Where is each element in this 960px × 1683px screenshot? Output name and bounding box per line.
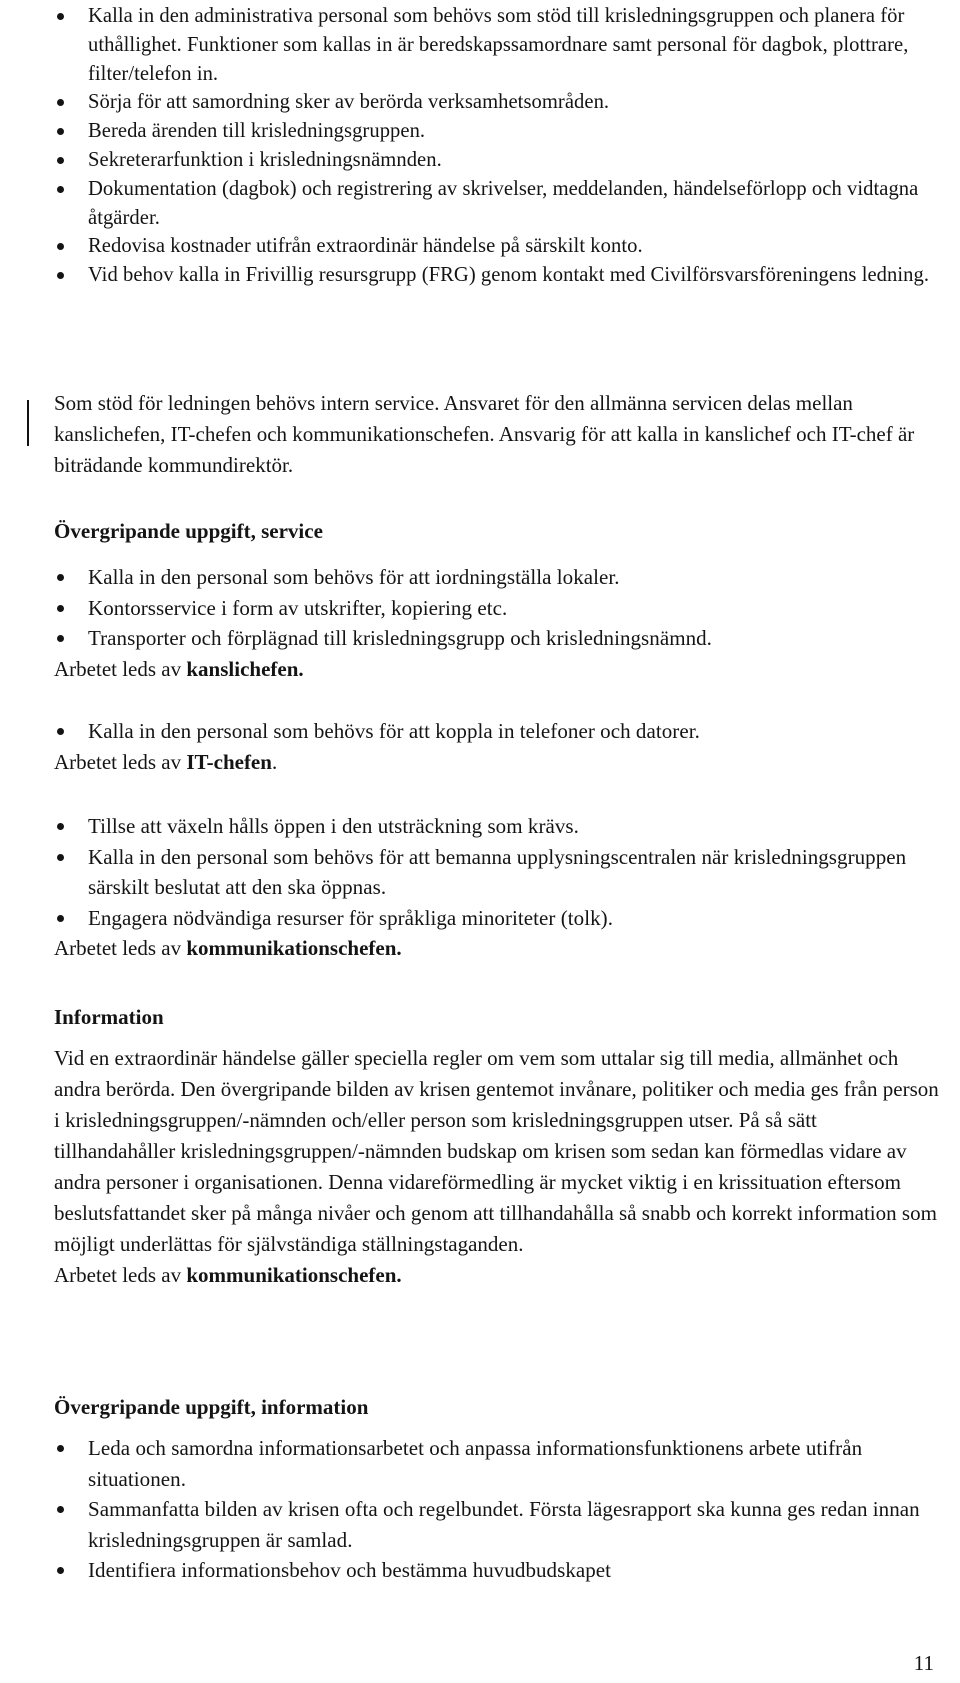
info-task-block [54,1433,940,1586]
list-item: Engagera nödvändiga resurser för språkliga minoriteter (tolk). [54,903,940,934]
list-item: Vid behov kalla in Frivillig resursgrupp (FRG) genom kontakt med Civilförsvarsföreningens ledning. [54,261,940,290]
info-task-heading-block [54,1392,940,1422]
list-item: Transporter och förplägnad till krisledningsgrupp och krisledningsnämnd. [54,623,940,654]
list-item: Sörja för att samordning sker av berörda verksamhetsområden. [54,88,940,117]
list-item: Kalla in den personal som behövs för att koppla in telefoner och datorer. [54,716,940,747]
service-group-2 [54,716,940,777]
list-item: Tillse att växeln hålls öppen i den utsträckning som krävs. [54,811,940,842]
info-section [54,1043,940,1290]
service-list-1 [54,562,940,654]
responsible-suffix: . [271,749,278,774]
list-item: Kalla in den personal som behövs för att bemanna upplysningscentralen när krisledningsgruppen särskilt beslutat att den ska öppnas. [54,842,940,903]
list-item: Kalla in den administrativa personal som behövs som stöd till krisledningsgruppen och planera för uthållighet. Funktioner som kallas in är beredskapssamordnare samt personal för dagbok, plottrare, filter/telefon in. [54,2,940,88]
top-bullet-block [54,2,940,290]
list-item: Sammanfatta bilden av krisen ofta och regelbundet. Första lägesrapport ska kunna ges redan innan krisledningsgruppen är samlad. [54,1494,940,1555]
responsible-line [54,1260,940,1290]
info-task-list [54,1433,940,1586]
responsible-prefix: Arbetet leds av [54,936,187,960]
responsible-prefix: Arbetet leds av [54,656,187,681]
list-item: Bereda ärenden till krisledningsgruppen. [54,117,940,146]
service-group-3 [54,811,940,963]
service-heading: Övergripande uppgift, service [54,519,323,543]
service-list-3 [54,811,940,933]
info-paragraph: Vid en extraordinär händelse gäller speciella regler om vem som uttalar sig till media, allmänhet och andra berörda. Den övergripande bilden av krisen gentemot invånare, politiker och media ges från person i krisledningsgruppen/-nämnden och/eller person som krisledningsgruppen utser. På så sätt tillhandahåller krisledningsgruppen/-nämnden budskap om krisen som sedan kan förmedlas vidare av andra personer i organisationen. Denna vidareförmedling är mycket viktig i en krissituation eftersom beslutsfattandet sker på många nivåer och genom att tillhandahålla så snabb och korrekt information som möjligt underlättas för självständiga ställningstaganden. [54,1046,939,1256]
responsible-prefix: Arbetet leds av [54,1263,187,1287]
responsible-line [54,747,940,777]
list-item: Redovisa kostnader utifrån extraordinär händelse på särskilt konto. [54,232,940,261]
list-item: Kalla in den personal som behövs för att iordningställa lokaler. [54,562,940,593]
page-number: 11 [913,1651,934,1675]
list-item: Sekreterarfunktion i krisledningsnämnden. [54,146,940,175]
change-bar [27,400,29,446]
responsible-line [54,933,940,963]
service-paragraph: Som stöd för ledningen behövs intern service. Ansvaret för den allmänna servicen delas mellan kanslichefen, IT-chefen och kommunikationschefen. Ansvarig för att kalla in kanslichef och IT-chef är biträdande kommundirektör. [54,391,915,477]
responsible-role: kanslichefen. [186,656,304,681]
top-bullet-list [54,2,940,290]
info-task-heading: Övergripande uppgift, information [54,1395,369,1419]
responsible-role: IT-chefen [186,749,272,774]
responsible-prefix: Arbetet leds av [54,749,187,774]
info-heading: Information [54,1005,164,1029]
list-item: Kontorsservice i form av utskrifter, kopiering etc. [54,593,940,624]
responsible-role: kommunikationschefen. [186,936,402,960]
info-heading-block [54,1002,940,1032]
responsible-line [54,654,940,684]
service-group-1 [54,562,940,684]
list-item: Identifiera informationsbehov och bestämma huvudbudskapet [54,1555,940,1586]
list-item: Leda och samordna informationsarbetet och anpassa informationsfunktionens arbete utifrån situationen. [54,1433,940,1494]
service-list-2 [54,716,940,747]
service-heading-block [54,516,940,546]
list-item: Dokumentation (dagbok) och registrering av skrivelser, meddelanden, händelseförlopp och vidtagna åtgärder. [54,175,940,233]
service-intro [54,388,940,481]
responsible-role: kommunikationschefen. [186,1263,402,1287]
